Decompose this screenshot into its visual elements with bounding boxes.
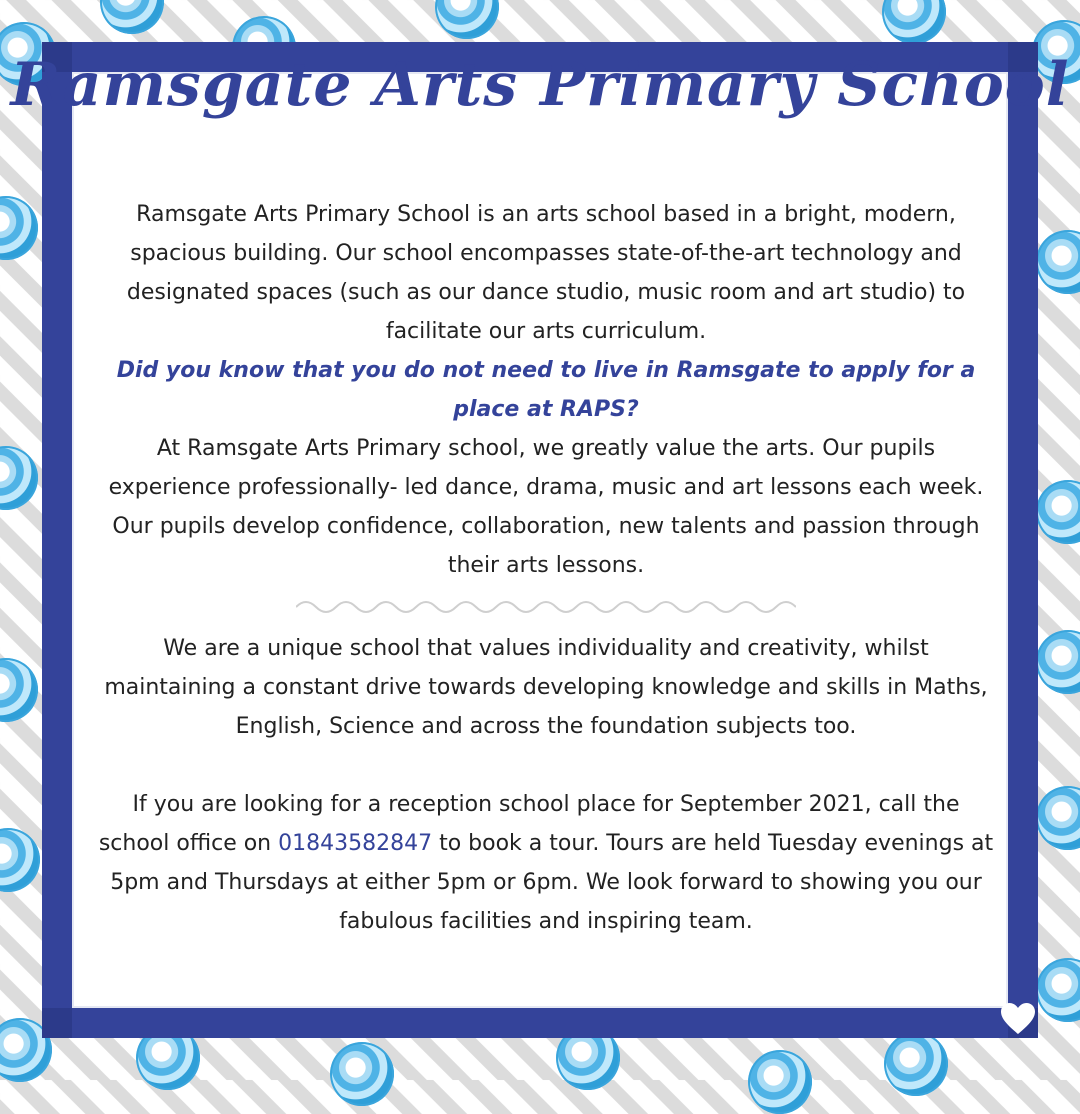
striped-shell-icon [1036, 786, 1080, 850]
striped-shell-icon [1036, 480, 1080, 544]
striped-shell-icon [1036, 230, 1080, 294]
contact-paragraph [96, 785, 996, 941]
contact-text-after: to book a tour. Tours are held Tuesday evenings at 5pm and Thursdays at either 5pm or 6pm. We look forward to showing you our fabulous facilities and inspiring team. [110, 831, 994, 934]
striped-shell-icon [0, 446, 38, 510]
striped-shell-icon [0, 196, 38, 260]
striped-shell-icon [882, 0, 946, 44]
striped-shell-icon [1036, 958, 1080, 1022]
arts-paragraph: At Ramsgate Arts Primary school, we greatly value the arts. Our pupils experience professionally- led dance, drama, music and art lessons each week. Our pupils develop confidence, collaboration, new talents and passion through their arts lessons. [108, 436, 984, 578]
page-title: Ramsgate Arts Primary School [10, 50, 1070, 120]
striped-shell-icon [435, 0, 499, 39]
highlight-question: Did you know that you do not need to live in Ramsgate to apply for a place at RAPS? [116, 358, 976, 422]
striped-shell-icon [0, 658, 38, 722]
phone-link[interactable]: 01843582847 [278, 831, 433, 856]
heart-icon [1000, 1002, 1036, 1036]
striped-shell-icon [1036, 630, 1080, 694]
intro-paragraph: Ramsgate Arts Primary School is an arts school based in a bright, modern, spacious building. Our school encompasses state-of-the-art technology and designated spaces (such as our dance studio, music room and art studio) to facilitate our arts curriculum. [126, 202, 966, 344]
wavy-divider [296, 595, 796, 619]
striped-shell-icon [100, 0, 164, 34]
striped-shell-icon [330, 1042, 394, 1106]
striped-shell-icon [0, 828, 40, 892]
contact-text-before: If you are looking for a reception school place for September 2021, call the school office on [98, 792, 960, 856]
poster-body [96, 195, 996, 941]
frame-corner [42, 1008, 72, 1038]
striped-shell-icon [748, 1050, 812, 1114]
values-paragraph: We are a unique school that values individuality and creativity, whilst maintaining a constant drive towards developing knowledge and skills in Maths, English, Science and across the foundation subjects too. [104, 636, 988, 739]
paragraph-gap [96, 746, 996, 785]
striped-shell-icon [884, 1032, 948, 1096]
